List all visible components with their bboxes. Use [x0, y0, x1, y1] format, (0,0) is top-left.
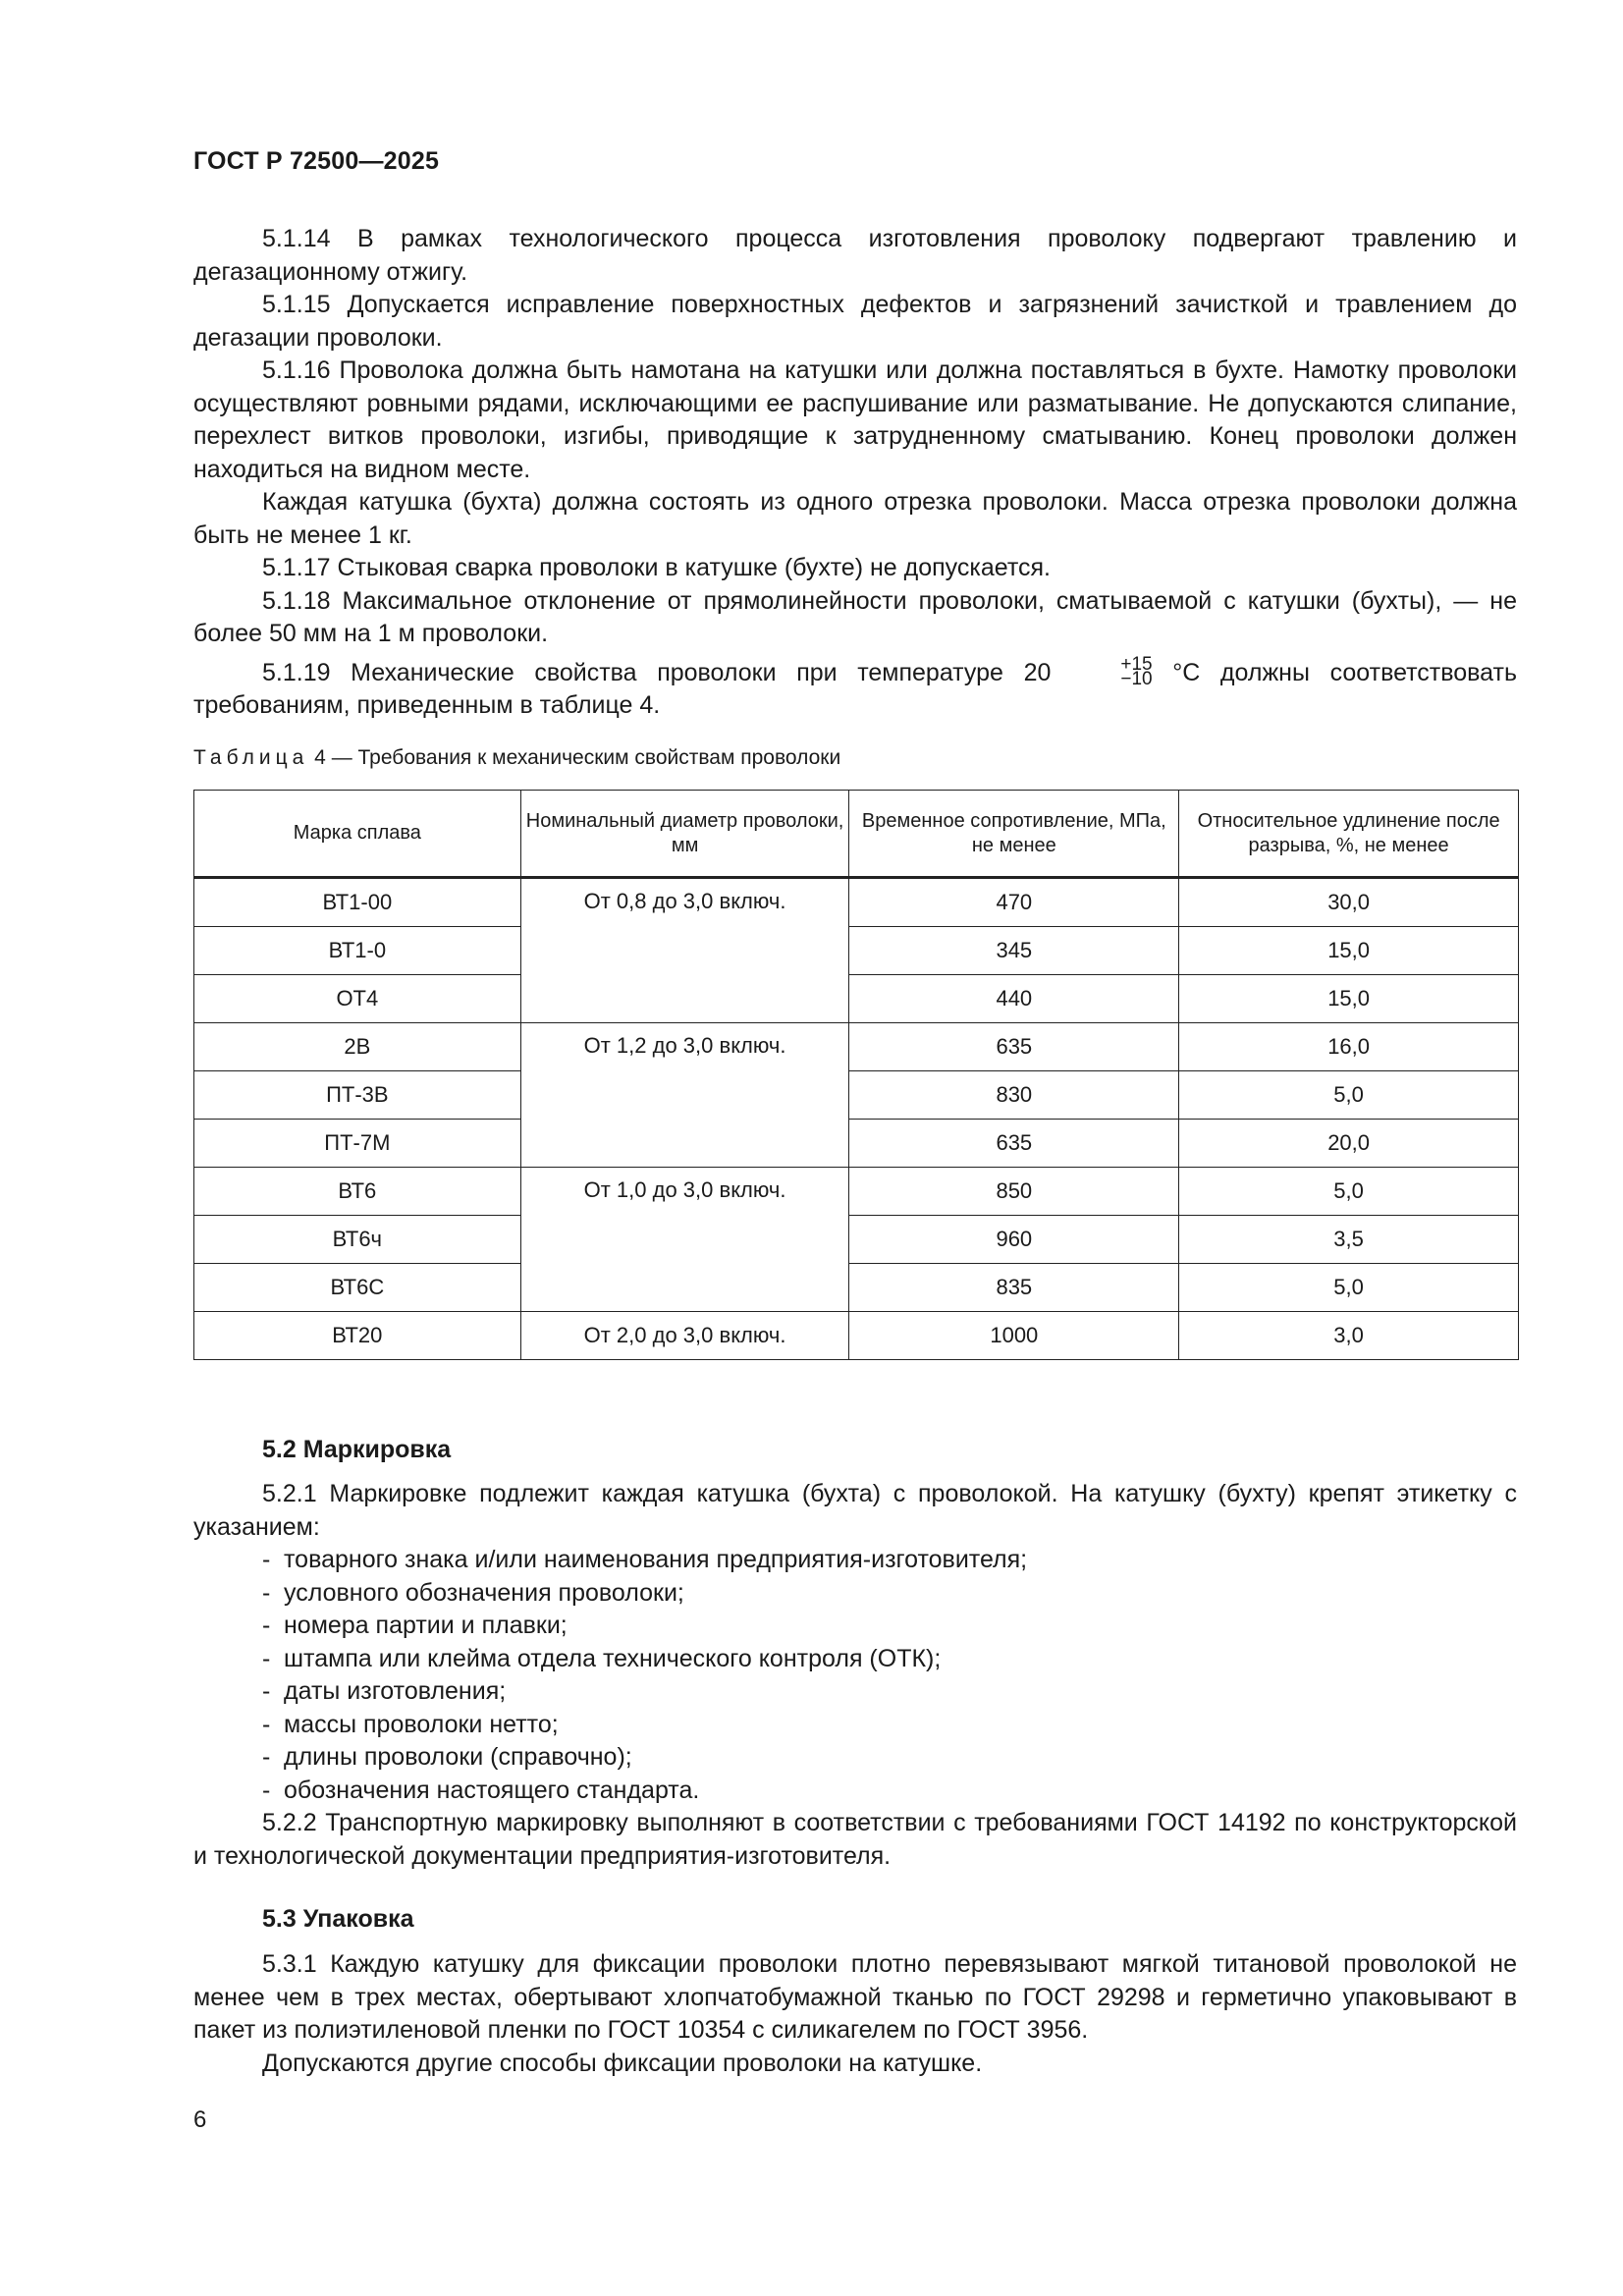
clause-5-1-16: 5.1.16 Проволока должна быть намотана на катушки или должна поставляться в бухте. Намотку проволоки осуществляют ровными рядами, исключающими ее распушивание или разматывание. Не допускаются слипание, перехлест витков проволоки, изгибы, приводящие к затрудненному сматыванию. Конец проволоки должен находиться на видном месте. [193, 356, 1517, 483]
cell-strength: 635 [849, 1120, 1179, 1168]
section-5-3-title: 5.3 Упаковка [262, 1905, 414, 1933]
cell-elongation: 20,0 [1179, 1120, 1519, 1168]
cell-grade: ВТ1-00 [194, 878, 521, 927]
page-number: 6 [193, 2106, 207, 2133]
cell-strength: 1000 [849, 1312, 1179, 1360]
cell-diameter: От 0,8 до 3,0 включ. [520, 878, 849, 1023]
cell-elongation: 30,0 [1179, 878, 1519, 927]
clause-5-1-17: 5.1.17 Стыковая сварка проволоки в катушке (бухте) не допускается. [262, 554, 1052, 581]
list-item: - даты изготовления; [262, 1677, 507, 1705]
cell-elongation: 16,0 [1179, 1023, 1519, 1071]
header-elongation: Относительное удлинение после разрыва, %, не менее [1179, 791, 1519, 878]
temperature-value: 20 +15 −10 [1023, 653, 1153, 689]
cell-grade: ПТ-7М [194, 1120, 521, 1168]
label-contents-list [193, 1544, 1517, 1807]
table-row [194, 1264, 1519, 1312]
cell-grade: ВТ6ч [194, 1216, 521, 1264]
list-item: - массы проволоки нетто; [262, 1710, 559, 1738]
cell-strength: 835 [849, 1264, 1179, 1312]
temperature-tolerance: +15 −10 [1120, 653, 1153, 689]
clauses-5-1 [193, 223, 1517, 723]
cell-elongation: 5,0 [1179, 1071, 1519, 1120]
table-row [194, 1023, 1519, 1071]
list-item: - штампа или клейма отдела технического контроля (ОТК); [262, 1644, 942, 1672]
cell-elongation: 15,0 [1179, 975, 1519, 1023]
clause-5-1-16-cont: Каждая катушка (бухта) должна состоять из одного отрезка проволоки. Масса отрезка проволоки должна быть не менее 1 кг. [193, 488, 1517, 549]
table-row [194, 975, 1519, 1023]
cell-diameter: От 1,0 до 3,0 включ. [520, 1168, 849, 1312]
clause-5-3-1: 5.3.1 Каждую катушку для фиксации проволоки плотно перевязывают мягкой титановой проволокой не менее чем в трех местах, обертывают хлопчатобумажной тканью по ГОСТ 29298 и герметично упаковывают в пакет из полиэтиленовой пленки по ГОСТ 10354 с силикагелем по ГОСТ 3956. [193, 1950, 1517, 2044]
clause-5-1-14: 5.1.14 В рамках технологического процесса изготовления проволоку подвергают травлению и дегазационному отжигу. [193, 225, 1517, 286]
table-row [194, 1120, 1519, 1168]
list-item: - обозначения настоящего стандарта. [262, 1776, 700, 1804]
clause-5-2-2: 5.2.2 Транспортную маркировку выполняют в соответствии с требованиями ГОСТ 14192 по конструкторской и технологической документации предприятия-изготовителя. [193, 1809, 1517, 1870]
table-header-row [194, 791, 1519, 878]
section-5-2-body [193, 1478, 1517, 1873]
cell-elongation: 5,0 [1179, 1264, 1519, 1312]
cell-grade: ВТ6 [194, 1168, 521, 1216]
table-caption: Таблица 4 — Требования к механическим свойствам проволоки [193, 746, 841, 769]
cell-strength: 440 [849, 975, 1179, 1023]
header-grade: Марка сплава [194, 791, 521, 878]
clause-5-3-1-cont: Допускаются другие способы фиксации проволоки на катушке. [262, 2049, 983, 2077]
mechanical-properties-table [193, 790, 1519, 1360]
clause-5-1-18: 5.1.18 Максимальное отклонение от прямолинейности проволоки, сматываемой с катушки (бухты), — не более 50 мм на 1 м проволоки. [193, 586, 1517, 647]
cell-grade: ВТ1-0 [194, 927, 521, 975]
cell-elongation: 3,0 [1179, 1312, 1519, 1360]
clause-5-1-15: 5.1.15 Допускается исправление поверхностных дефектов и загрязнений зачисткой и травлением до дегазации проволоки. [193, 291, 1517, 352]
clause-5-2-1: 5.2.1 Маркировке подлежит каждая катушка (бухта) с проволокой. На катушку (бухту) крепят этикетку с указанием: [193, 1480, 1517, 1541]
cell-strength: 635 [849, 1023, 1179, 1071]
cell-strength: 470 [849, 878, 1179, 927]
list-item: - длины проволоки (справочно); [262, 1743, 632, 1771]
list-item: - товарного знака и/или наименования предприятия-изготовителя; [262, 1546, 1028, 1573]
header-strength: Временное сопротивление, МПа, не менее [849, 791, 1179, 878]
cell-grade: ОТ4 [194, 975, 521, 1023]
table-row [194, 927, 1519, 975]
list-item: - условного обозначения проволоки; [262, 1578, 684, 1607]
standard-header: ГОСТ Р 72500—2025 [193, 147, 440, 175]
cell-diameter: От 2,0 до 3,0 включ. [520, 1312, 849, 1360]
table-row [194, 878, 1519, 927]
clause-5-1-19: 5.1.19 Механические свойства проволоки при температуре 20 +15 −10 °С должны соответствовать требованиям, приведенным в таблице 4. [193, 653, 1517, 719]
cell-grade: ВТ20 [194, 1312, 521, 1360]
cell-grade: ПТ-3В [194, 1071, 521, 1120]
table-row [194, 1312, 1519, 1360]
cell-elongation: 5,0 [1179, 1168, 1519, 1216]
cell-strength: 345 [849, 927, 1179, 975]
table-row [194, 1071, 1519, 1120]
cell-strength: 850 [849, 1168, 1179, 1216]
cell-strength: 960 [849, 1216, 1179, 1264]
cell-strength: 830 [849, 1071, 1179, 1120]
header-diameter: Номинальный диаметр проволоки, мм [520, 791, 849, 878]
cell-grade: ВТ6С [194, 1264, 521, 1312]
table-row [194, 1168, 1519, 1216]
cell-grade: 2В [194, 1023, 521, 1071]
cell-diameter: От 1,2 до 3,0 включ. [520, 1023, 849, 1168]
table-row [194, 1216, 1519, 1264]
list-item: - номера партии и плавки; [262, 1612, 568, 1639]
cell-elongation: 15,0 [1179, 927, 1519, 975]
section-5-3-body [193, 1948, 1517, 2080]
cell-elongation: 3,5 [1179, 1216, 1519, 1264]
section-5-2-title: 5.2 Маркировка [262, 1436, 452, 1463]
